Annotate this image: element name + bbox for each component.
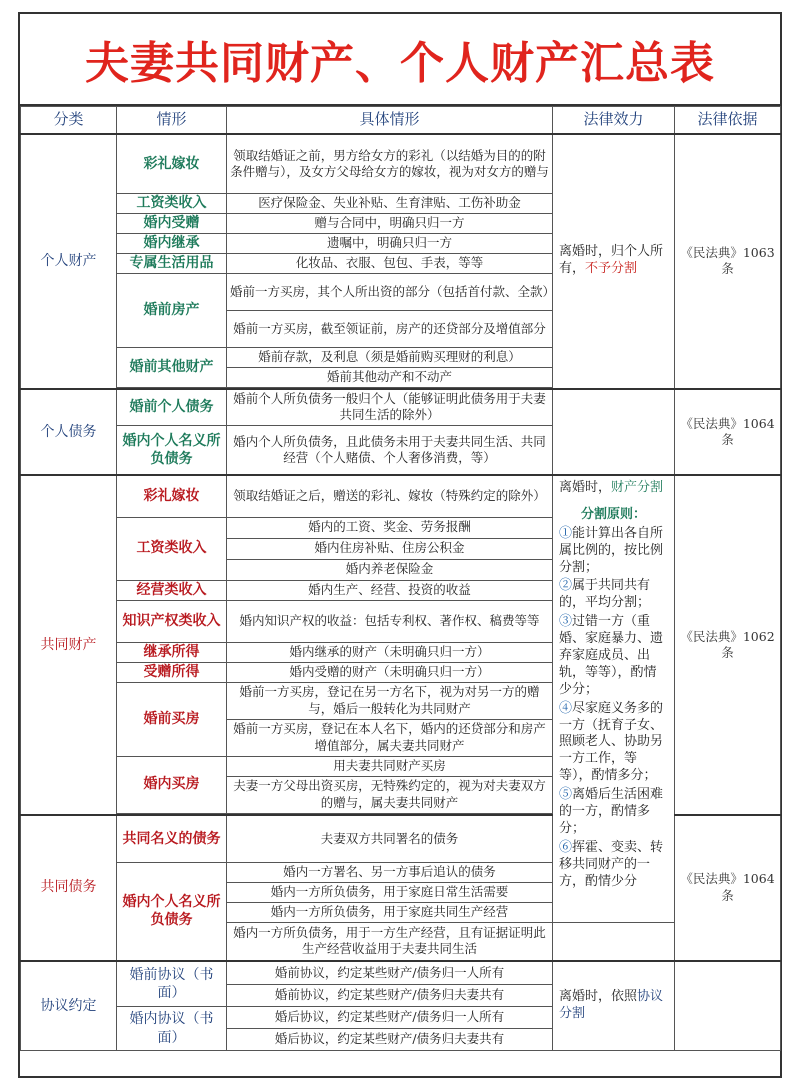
- basis-common-debt: 《民法典》1064条: [675, 815, 781, 961]
- situation-cell: 婚前协议（书面）: [117, 961, 227, 1007]
- principle-item: ②属于共同共有的，平均分割；: [559, 578, 651, 611]
- effect-personal-debt: [553, 389, 675, 475]
- effect-emphasis: 协议分割: [559, 988, 664, 1021]
- detail-cell: 夫妻双方共同署名的债务: [227, 815, 553, 863]
- effect-emphasis: 不予分割: [585, 261, 638, 277]
- basis-personal-debt: 《民法典》1064条: [675, 389, 781, 475]
- detail-cell: 婚内一方所负债务，用于一方生产经营，且有证据证明此生产经营收益用于夫妻共同生活: [227, 923, 553, 961]
- category-common-debt: 共同债务: [21, 815, 117, 961]
- page-title: 夫妻共同财产、个人财产汇总表: [20, 14, 780, 106]
- detail-cell: 医疗保险金、失业补贴、生育津贴、工伤补助金: [227, 194, 553, 214]
- effect-text: 离婚时，依照: [559, 988, 638, 1004]
- detail-cell: 婚内养老保险金: [227, 559, 553, 580]
- situation-cell: 婚内个人名义所负债务: [117, 863, 227, 961]
- effect-text: 离婚时，: [559, 480, 612, 495]
- detail-cell: 领取结婚证之前，男方给女方的彩礼（以结婚为目的的附条件赠与），及女方父母给女方的嫁妆，视为对女方的赠与: [227, 134, 553, 194]
- detail-cell: 用夫妻共同财产买房: [227, 756, 553, 776]
- situation-cell: 工资类收入: [117, 517, 227, 580]
- situation-cell: 婚前个人债务: [117, 389, 227, 425]
- principles-title: 分割原则：: [580, 506, 646, 522]
- situation-cell: 婚内买房: [117, 756, 227, 813]
- detail-cell: 婚内一方所负债务，用于家庭日常生活需要: [227, 883, 553, 903]
- category-personal-debt: 个人债务: [21, 389, 117, 475]
- situation-cell: 婚前买房: [117, 682, 227, 756]
- effect-personal-property: [553, 134, 675, 390]
- principle-item: ③过错一方（重婚、家庭暴力、遗弃家庭成员、出轨，等等），酌情少分；: [559, 614, 664, 697]
- basis-personal-property: 《民法典》1063条: [675, 134, 781, 390]
- header-category: 分类: [21, 107, 117, 134]
- effect-emphasis: 财产分割: [611, 480, 664, 495]
- detail-cell: 婚前其他动产和不动产: [227, 368, 553, 388]
- header-basis: 法律依据: [675, 107, 781, 134]
- situation-cell: 婚内个人名义所负债务: [117, 425, 227, 475]
- detail-cell: 婚前一方买房，登记在本人名下，婚内的还贷部分和房产增值部分，属夫妻共同财产: [227, 719, 553, 756]
- situation-cell: 共同名义的债务: [117, 815, 227, 863]
- detail-cell: 婚内受赠的财产（未明确只归一方）: [227, 662, 553, 682]
- detail-cell: 婚前协议，约定某些财产/债务归夫妻共有: [227, 985, 553, 1007]
- detail-cell: 婚内的工资、奖金、劳务报酬: [227, 517, 553, 538]
- situation-cell: 彩礼嫁妆: [117, 475, 227, 517]
- detail-cell: 遗嘱中，明确只归一方: [227, 234, 553, 254]
- basis-agreement: [675, 961, 781, 1051]
- detail-cell: 婚前存款，及利息（须是婚前购买理财的利息）: [227, 348, 553, 368]
- detail-cell: 化妆品、衣服、包包、手表，等等: [227, 254, 553, 274]
- detail-cell: 婚前一方买房，其个人所出资的部分（包括首付款、全款）: [227, 274, 553, 311]
- effect-text: 离婚时，归个人所有，: [559, 244, 664, 277]
- principle-item: ④尽家庭义务多的一方（抚育子女、照顾老人、协助另一方工作，等等），酌情多分；: [559, 700, 664, 784]
- situation-cell: 受赠所得: [117, 662, 227, 682]
- situation-cell: 继承所得: [117, 642, 227, 662]
- situation-cell: 知识产权类收入: [117, 600, 227, 642]
- effect-agreement: [553, 961, 675, 1051]
- situation-cell: 专属生活用品: [117, 254, 227, 274]
- basis-common-property: 《民法典》1062条: [675, 475, 781, 815]
- situation-cell: 婚内继承: [117, 234, 227, 254]
- principle-item: ⑥挥霍、变卖、转移共同财产的一方，酌情少分: [559, 839, 664, 889]
- header-situation: 情形: [117, 107, 227, 134]
- header-effect: 法律效力: [553, 107, 675, 134]
- summary-table: [20, 106, 781, 1051]
- detail-cell: 婚前协议，约定某些财产/债务归一人所有: [227, 961, 553, 985]
- situation-cell: 彩礼嫁妆: [117, 134, 227, 194]
- detail-cell: 婚内个人所负债务，且此债务未用于夫妻共同生活、共同经营（个人赌债、个人奢侈消费，等）: [227, 425, 553, 475]
- detail-cell: 婚前一方买房，截至领证前，房产的还贷部分及增值部分: [227, 311, 553, 348]
- principle-item: ⑤离婚后生活困难的一方，酌情多分；: [559, 787, 664, 836]
- category-common-property: 共同财产: [21, 475, 117, 815]
- detail-cell: 婚内生产、经营、投资的收益: [227, 580, 553, 600]
- detail-cell: 夫妻一方父母出资买房，无特殊约定的，视为对夫妻双方的赠与，属夫妻共同财产: [227, 776, 553, 813]
- situation-cell: 婚内协议（书面）: [117, 1007, 227, 1051]
- header-row: [21, 107, 781, 134]
- detail-cell: 婚后协议，约定某些财产/债务归一人所有: [227, 1007, 553, 1029]
- detail-cell: 婚内一方署名、另一方事后追认的债务: [227, 863, 553, 883]
- category-personal-property: 个人财产: [21, 134, 117, 390]
- detail-cell: 婚前一方买房，登记在另一方名下，视为对另一方的赠与，婚后一般转化为共同财产: [227, 682, 553, 719]
- detail-cell: 婚内继承的财产（未明确只归一方）: [227, 642, 553, 662]
- principle-item: ①能计算出各自所属比例的，按比例分割；: [559, 525, 664, 575]
- detail-cell: 婚内住房补贴、住房公积金: [227, 538, 553, 559]
- detail-cell: 婚内知识产权的收益：包括专利权、著作权、稿费等等: [227, 600, 553, 642]
- effect-common: [553, 475, 675, 923]
- detail-cell: 婚前个人所负债务一般归个人（能够证明此债务用于夫妻共同生活的除外）: [227, 389, 553, 425]
- situation-cell: 婚前其他财产: [117, 348, 227, 388]
- detail-cell: 赠与合同中，明确只归一方: [227, 214, 553, 234]
- detail-cell: 婚后协议，约定某些财产/债务归夫妻共有: [227, 1029, 553, 1051]
- situation-cell: 经营类收入: [117, 580, 227, 600]
- situation-cell: 婚前房产: [117, 274, 227, 348]
- category-agreement: 协议约定: [21, 961, 117, 1051]
- detail-cell: 领取结婚证之后，赠送的彩礼、嫁妆（特殊约定的除外）: [227, 475, 553, 517]
- header-details: 具体情形: [227, 107, 553, 134]
- summary-sheet: [18, 12, 782, 1078]
- situation-cell: 工资类收入: [117, 194, 227, 214]
- situation-cell: 婚内受赠: [117, 214, 227, 234]
- detail-cell: 婚内一方所负债务，用于家庭共同生产经营: [227, 903, 553, 923]
